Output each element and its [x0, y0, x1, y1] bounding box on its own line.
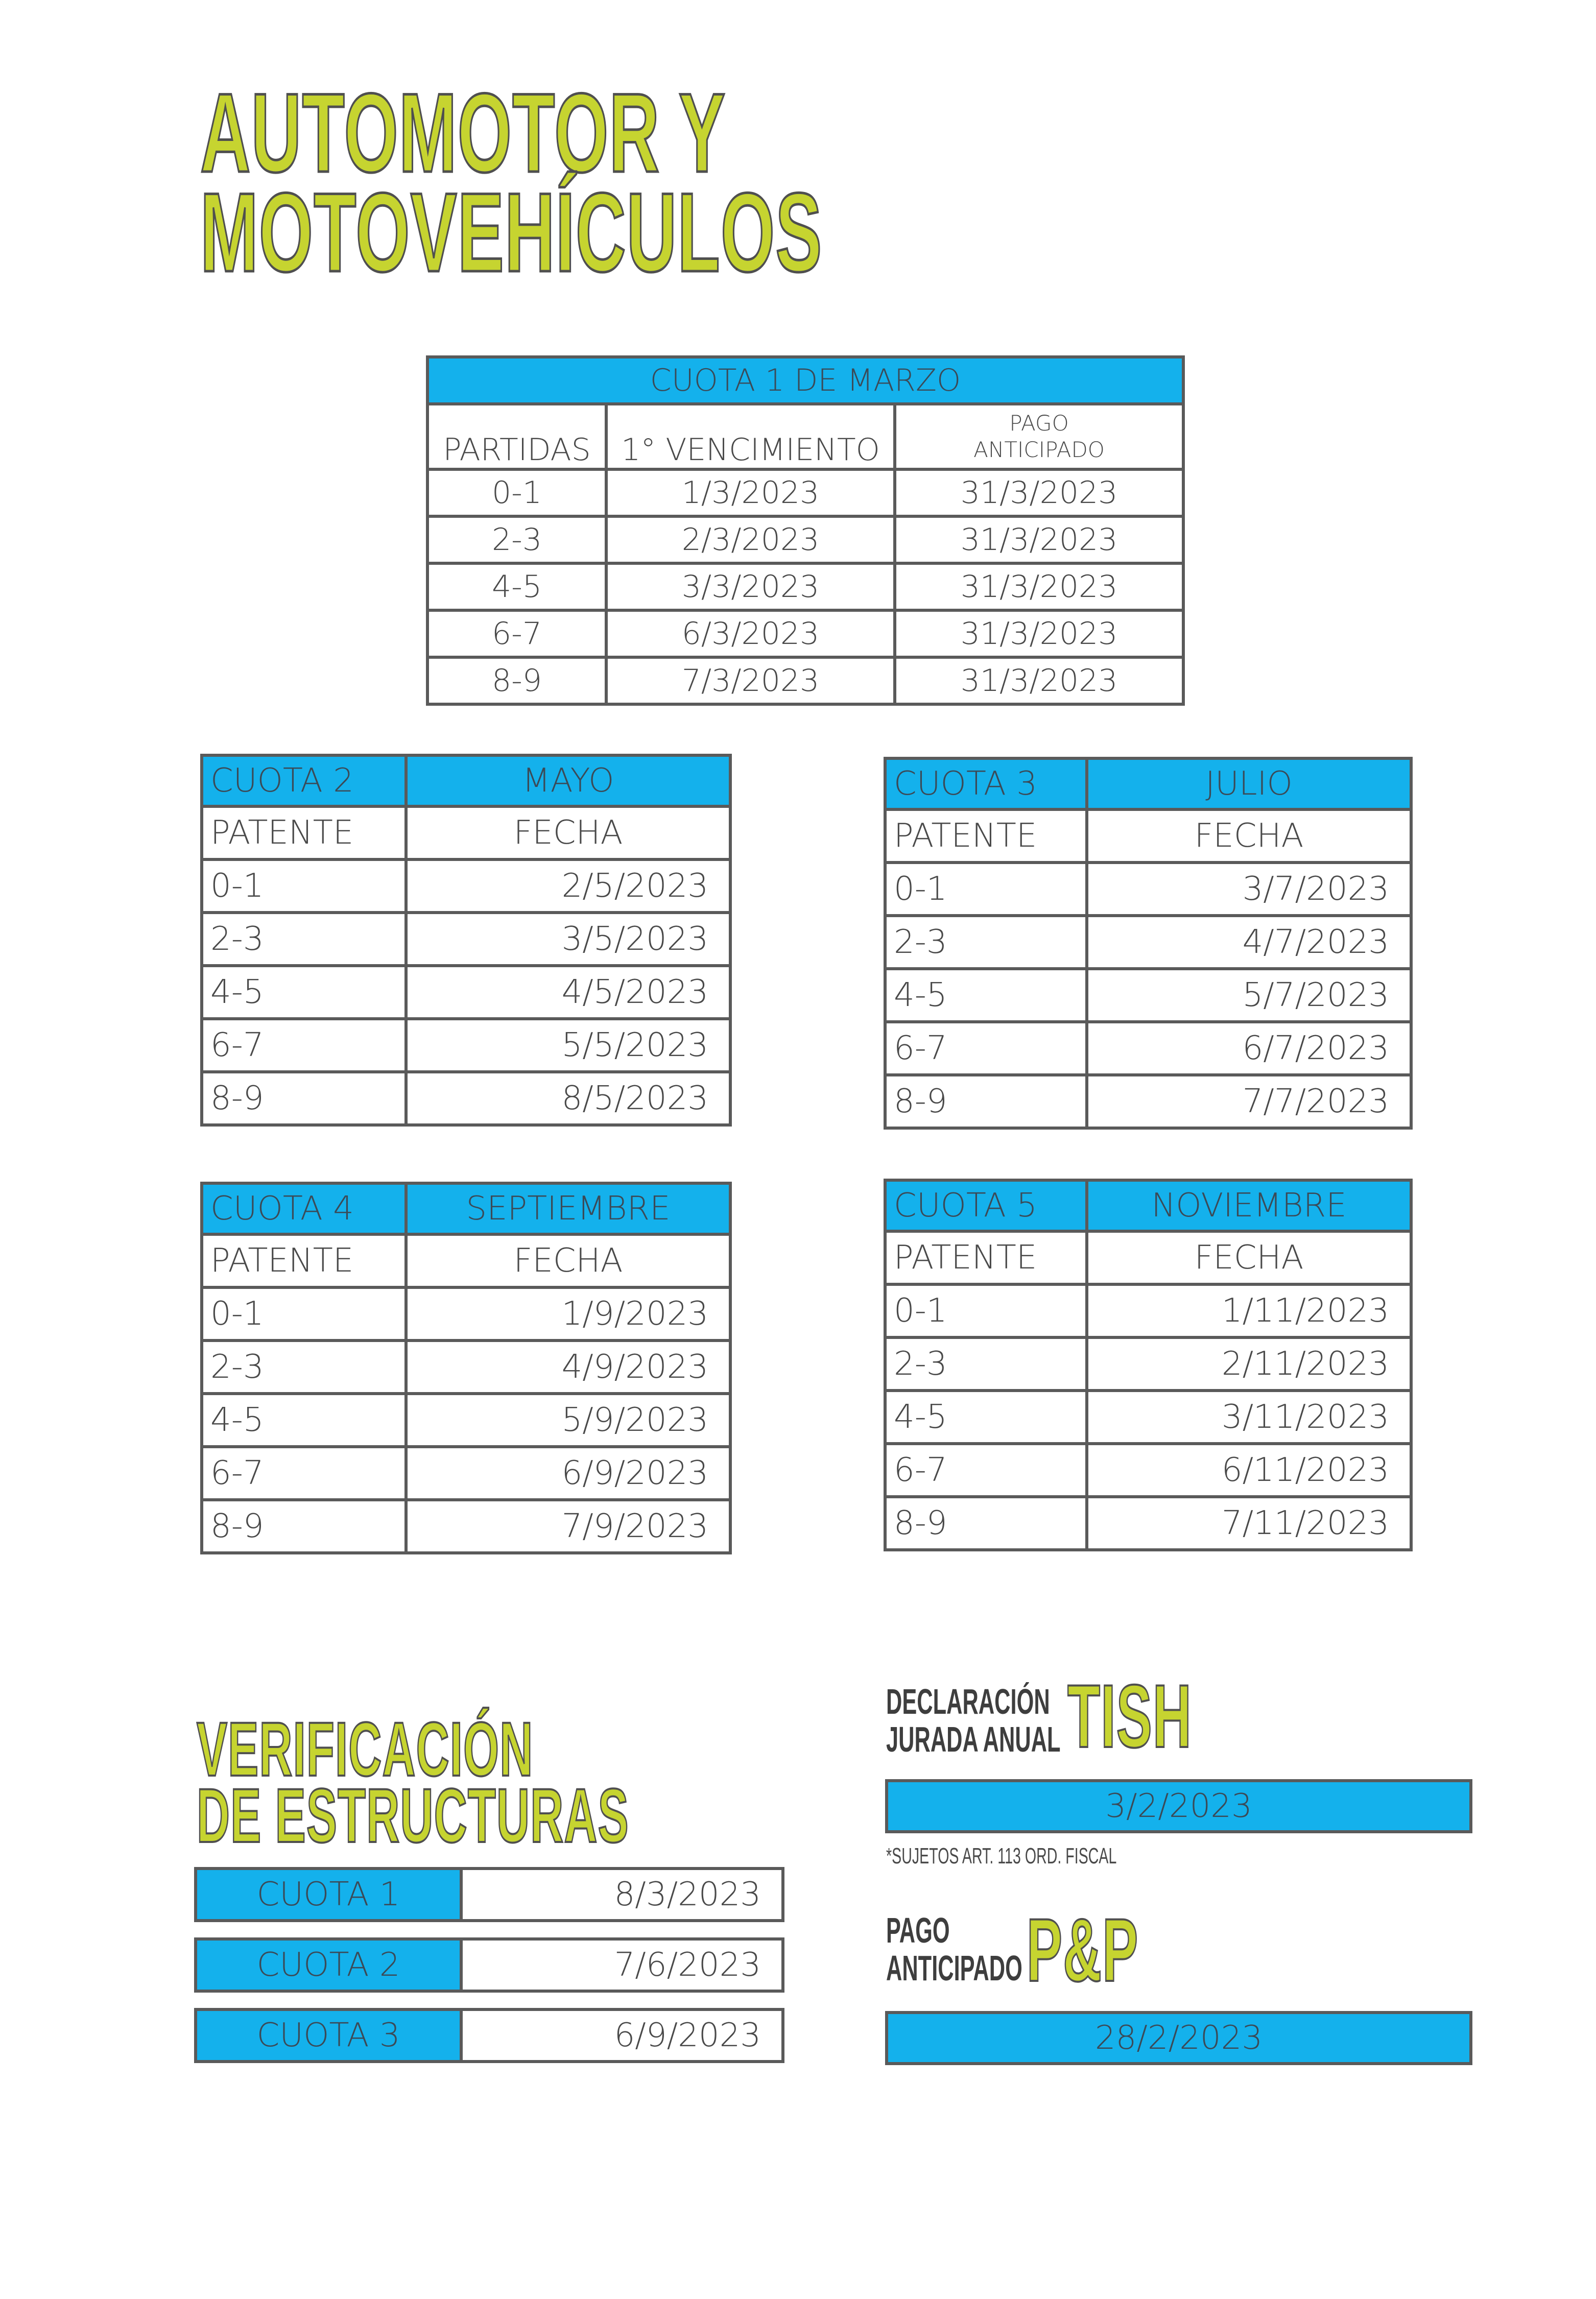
patente-cell: 4-5: [885, 1391, 1087, 1444]
cuota4-month: SEPTIEMBRE: [406, 1183, 730, 1234]
verificacion-cuota-label: CUOTA 3: [196, 2009, 461, 2062]
pago-cell: 31/3/2023: [895, 610, 1183, 657]
verificacion-title-line2: DE ESTRUCTURAS: [197, 1773, 629, 1858]
verificacion-cuota2-table: [194, 1937, 784, 1993]
tish-date-bar: 3/2/2023: [885, 1779, 1472, 1833]
venc-cell: 2/3/2023: [606, 516, 895, 563]
partida-cell: 6-7: [427, 610, 606, 657]
pago-cell: 31/3/2023: [895, 563, 1183, 610]
pago-cell: 31/3/2023: [895, 657, 1183, 704]
fecha-cell: 4/5/2023: [406, 966, 730, 1019]
main-title-line1: AUTOMOTOR Y: [200, 70, 726, 196]
col-patente: PATENTE: [202, 806, 406, 859]
verificacion-cuota3-table: [194, 2008, 784, 2063]
fecha-cell: 3/5/2023: [406, 913, 730, 966]
cuota5-label: CUOTA 5: [885, 1180, 1087, 1231]
venc-cell: 1/3/2023: [606, 469, 895, 516]
fecha-cell: 6/9/2023: [406, 1447, 730, 1500]
verificacion-cuota-label: CUOTA 1: [196, 1869, 461, 1921]
fecha-cell: 2/5/2023: [406, 859, 730, 913]
cuota3-table: [884, 757, 1413, 1130]
patente-cell: 6-7: [885, 1022, 1087, 1075]
verificacion-fecha: 6/9/2023: [461, 2009, 783, 2062]
patente-cell: 6-7: [202, 1447, 406, 1500]
cuota4-table: [200, 1182, 732, 1554]
cuota5-month: NOVIEMBRE: [1087, 1180, 1411, 1231]
partida-cell: 0-1: [427, 469, 606, 516]
patente-cell: 0-1: [202, 859, 406, 913]
pp-label-line2: ANTICIPADO: [886, 1948, 1022, 1988]
main-title-line2: MOTOVEHÍCULOS: [200, 170, 823, 295]
cuota2-label: CUOTA 2: [202, 755, 406, 806]
cuota5-table: [884, 1179, 1413, 1551]
fecha-cell: 1/9/2023: [406, 1287, 730, 1340]
tish-label-line1: DECLARACIÓN: [886, 1682, 1050, 1721]
col-partidas: PARTIDAS: [427, 404, 606, 469]
cuota4-label: CUOTA 4: [202, 1183, 406, 1234]
fecha-cell: 3/11/2023: [1087, 1391, 1411, 1444]
verificacion-fecha: 7/6/2023: [461, 1939, 783, 1991]
col-pago-line1: PAGO: [1009, 411, 1069, 436]
partida-cell: 4-5: [427, 563, 606, 610]
fecha-cell: 6/7/2023: [1087, 1022, 1411, 1075]
fecha-cell: 7/7/2023: [1087, 1075, 1411, 1128]
fecha-cell: 4/9/2023: [406, 1340, 730, 1394]
verificacion-title-line1: VERIFICACIÓN: [197, 1706, 534, 1792]
partida-cell: 8-9: [427, 657, 606, 704]
fecha-cell: 6/11/2023: [1087, 1444, 1411, 1497]
verificacion-cuota1-table: [194, 1867, 784, 1922]
fecha-cell: 4/7/2023: [1087, 916, 1411, 969]
verificacion-fecha: 8/3/2023: [461, 1869, 783, 1921]
patente-cell: 2-3: [202, 1340, 406, 1394]
col-pago-anticipado: [895, 404, 1183, 469]
cuota1-title: CUOTA 1 DE MARZO: [427, 357, 1183, 404]
tish-label-line2: JURADA ANUAL: [886, 1719, 1061, 1759]
tish-name: TISH: [1067, 1667, 1192, 1766]
fecha-cell: 3/7/2023: [1087, 863, 1411, 916]
patente-cell: 8-9: [885, 1075, 1087, 1128]
pago-cell: 31/3/2023: [895, 516, 1183, 563]
col-fecha: FECHA: [406, 806, 730, 859]
patente-cell: 0-1: [202, 1287, 406, 1340]
cuota2-month: MAYO: [406, 755, 730, 806]
venc-cell: 7/3/2023: [606, 657, 895, 704]
patente-cell: 4-5: [885, 969, 1087, 1022]
col-patente: PATENTE: [885, 809, 1087, 863]
cuota3-label: CUOTA 3: [885, 758, 1087, 809]
patente-cell: 2-3: [885, 1337, 1087, 1391]
cuota1-table: [426, 355, 1185, 706]
patente-cell: 8-9: [202, 1072, 406, 1125]
pp-name: P&P: [1027, 1901, 1139, 2000]
col-patente: PATENTE: [885, 1231, 1087, 1284]
fecha-cell: 2/11/2023: [1087, 1337, 1411, 1391]
fecha-cell: 7/11/2023: [1087, 1497, 1411, 1550]
venc-cell: 6/3/2023: [606, 610, 895, 657]
col-vencimiento: 1° VENCIMIENTO: [606, 404, 895, 469]
pp-label-line1: PAGO: [886, 1910, 950, 1950]
patente-cell: 4-5: [202, 966, 406, 1019]
fecha-cell: 5/5/2023: [406, 1019, 730, 1072]
pp-date-bar: 28/2/2023: [885, 2011, 1472, 2065]
patente-cell: 2-3: [885, 916, 1087, 969]
patente-cell: 8-9: [202, 1500, 406, 1553]
venc-cell: 3/3/2023: [606, 563, 895, 610]
col-fecha: FECHA: [406, 1234, 730, 1287]
fecha-cell: 5/9/2023: [406, 1394, 730, 1447]
patente-cell: 2-3: [202, 913, 406, 966]
patente-cell: 0-1: [885, 1284, 1087, 1337]
col-fecha: FECHA: [1087, 1231, 1411, 1284]
fecha-cell: 1/11/2023: [1087, 1284, 1411, 1337]
pago-cell: 31/3/2023: [895, 469, 1183, 516]
patente-cell: 6-7: [885, 1444, 1087, 1497]
partida-cell: 2-3: [427, 516, 606, 563]
fecha-cell: 5/7/2023: [1087, 969, 1411, 1022]
patente-cell: 6-7: [202, 1019, 406, 1072]
patente-cell: 8-9: [885, 1497, 1087, 1550]
fecha-cell: 8/5/2023: [406, 1072, 730, 1125]
tish-note: *SUJETOS ART. 113 ORD. FISCAL: [886, 1843, 1117, 1869]
verificacion-cuota-label: CUOTA 2: [196, 1939, 461, 1991]
cuota3-month: JULIO: [1087, 758, 1411, 809]
patente-cell: 0-1: [885, 863, 1087, 916]
col-pago-line2: ANTICIPADO: [973, 437, 1105, 462]
fecha-cell: 7/9/2023: [406, 1500, 730, 1553]
col-patente: PATENTE: [202, 1234, 406, 1287]
col-fecha: FECHA: [1087, 809, 1411, 863]
patente-cell: 4-5: [202, 1394, 406, 1447]
cuota2-table: [200, 754, 732, 1127]
